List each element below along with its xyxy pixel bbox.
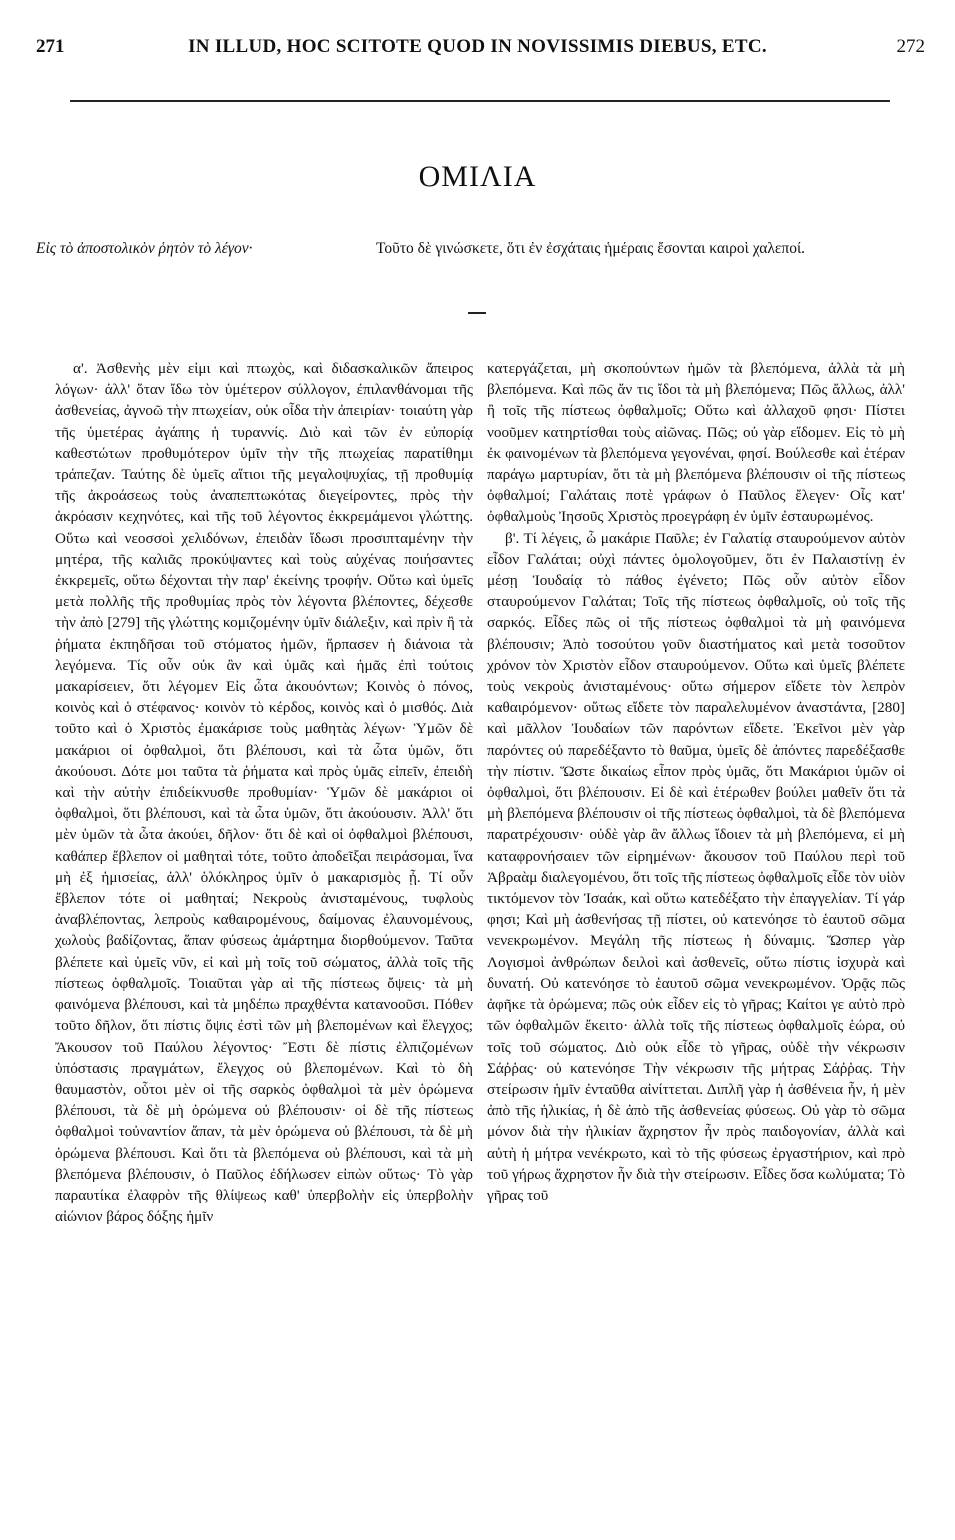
left-column: [55, 358, 473, 1438]
homily-subtitle: [36, 238, 921, 259]
left-column-text: α'. Ἀσθενὴς μὲν εἰμι καὶ πτωχὸς, καὶ διδασκαλικῶν ἄπειρος λόγων· ἀλλ' ὅταν ἴδω τὸν ὑμέτερον σύλλογον, ἐπιλανθάνομαι τῆς ἀσθενείας, ἀγνοῶ τὴν πτωχείαν, οὐκ οἶδα τὴν ἀπειρίαν· τοιαύτη γὰρ τῆς ὑμετέρας ἀγάπης ἡ τυραννίς. Διὸ καὶ τῶν ἐν εὐπορίᾳ καθεστώτων προθυμότερον ὑμῖν τὴν τῆς πτωχείας παρατίθημι τράπεζαν. Ταύτης δὲ ὑμεῖς αἴτιοι τῆς μεγαλοψυχίας, τῇ προθυμίᾳ τῆς ἀκροάσεως τοὺς ἀναπεπτωκότας διεγείροντες, πρὸς τὴν ἀκρόασιν κεχηνότες, καὶ τῆς τοῦ λέγοντος ἐκκρεμάμενοι γλώττης. Οὕτω καὶ νεοσσοὶ χελιδόνων, ἐπειδὰν ἴδωσι προσιπταμένην τὴν μητέρα, τῆς καλιᾶς προκύψαντες καὶ τοὺς αὐχένας ποιήσαντες ἐκκρεμεῖς, οὕτω δέχονται τὴν παρ' ἐκείνης τροφήν. Οὕτω καὶ ὑμεῖς μετὰ πολλῆς τῆς προθυμίας πρὸς τὸν λέγοντα βλέποντες, δέχεσθε τὴν ἀπὸ [279] τῆς γλώττης κομιζομένην ὑμῖν διάλεξιν, καὶ πρὶν ἢ τὰ ῥήματα ἐκπηδῆσαι τοῦ στόματος ἡμῶν, ἥρπασεν ἡ διάνοια τὰ λεγόμενα. Τίς οὖν οὐκ ἂν καὶ ὑμᾶς καὶ ἡμᾶς ἐπὶ τούτοις μακαρίσειεν, ὅτι λέγομεν Εἰς ὦτα ἀκουόντων; Κοινὸς ὁ πόνος, κοινὸς καὶ ὁ στέφανος· κοινὸν τὸ κέρδος, κοινὸς καὶ ὁ μισθός. Διὰ τοῦτο καὶ ὁ Χριστὸς ἐμακάρισε τοὺς μαθητὰς λέγων· Ὑμῶν δὲ μακάριοι οἱ ὀφθαλμοὶ, ὅτι βλέπουσι, καὶ τὰ ὦτα ὑμῶν, ὅτι ἀκούουσι. Δότε μοι ταῦτα τὰ ῥήματα καὶ πρὸς ὑμᾶς εἰπεῖν, ἐπειδὴ καὶ τὴν αὐτὴν ἐπιδείκνυσθε προθυμίαν· Ὑμῶν δὲ μακάριοι οἱ ὀφθαλμοὶ, ὅτι βλέπουσι, καὶ τὰ ὦτα ὑμῶν, ὅτι ἀκούουσιν. Ἀλλ' ὅτι μὲν ὑμῶν τὰ ὦτα ἀκούει, δῆλον· ὅτι δὲ καὶ οἱ ὀφθαλμοὶ βλέπουσι, καθάπερ ἔβλεπον οἱ μαθηταὶ τότε, τοῦτο ἀποδεῖξαι πειράσομαι, ἵνα μὴ ἐξ ἡμισείας, ἀλλ' ὁλόκληρος ὑμῖν ὁ μακαρισμὸς ᾖ. Τί οὖν ἔβλεπον τότε οἱ μαθηταί; Νεκροὺς ἀνισταμένους, τυφλοὺς ἀναβλέποντας, λεπροὺς καθαιρομένους, δαίμονας ἐλαυνομένους, χωλοὺς βαδίζοντας, ἅπαν φύσεως ἁμάρτημα διορθούμενον. Ταῦτα βλέπετε καὶ ὑμεῖς νῦν, εἰ καὶ μὴ τοῖς τοῦ σώματος, ἀλλὰ τοῖς τῆς πίστεως ὀφθαλμοῖς. Τοιαῦται γὰρ αἱ τῆς πίστεως ὄψεις· τὰ μὴ φαινόμενα βλέπουσι, καὶ τὰ μηδέπω πραχθέντα κατανοοῦσι. Πόθεν τοῦτο δῆλον, ὅτι πίστις ὄψις ἐστὶ τῶν μὴ βλεπομένων καὶ ἔλεγχος; Ἄκουσον τοῦ Παύλου λέγοντος· Ἔστι δὲ πίστις ἐλπιζομένων ὑπόστασις πραγμάτων, ἔλεγχος οὐ βλεπομένων. Καὶ τὸ δὴ θαυμαστὸν, οὗτοι μὲν οἱ τῆς σαρκὸς ὀφθαλμοὶ τὰ μὲν ὁρώμενα βλέπουσι, τὰ δὲ μὴ ὁρώμενα οὐ βλέπουσιν· οἱ δὲ τῆς πίστεως ὀφθαλμοὶ τοὐναντίον ἅπαν, τὰ μὲν ὁρώμενα οὐ βλέπουσι, τὰ δὲ μὴ ὁρώμενα βλέπουσι. Καὶ ὅτι τὰ βλεπόμενα οὐ βλέπουσι, καὶ τὰ μὴ βλεπόμενα βλέπουσιν, ὁ Παῦλος ἐδήλωσεν εἰπὼν οὕτως· Τὸ γὰρ παραυτίκα ἐλαφρὸν τῆς θλίψεως καθ' ὑπερβολὴν εἰς ὑπερβολὴν αἰώνιον βάρος δόξης ἡμῖν: [55, 360, 473, 1226]
right-column-paragraph-1: κατεργάζεται, μὴ σκοπούντων ἡμῶν τὰ βλεπόμενα, ἀλλὰ τὰ μὴ βλεπόμενα. Καὶ πῶς ἄν τις ἴδοι τὰ μὴ βλεπόμενα; Πῶς ἄλλως, ἀλλ' ἢ τοῖς τῆς πίστεως ὀφθαλμοῖς; Οὕτω καὶ ἀλλαχοῦ φησι· Πίστει νοοῦμεν κατηρτίσθαι τοὺς αἰῶνας. Πῶς; οὐ γὰρ εἴδομεν. Εἰς τὸ μὴ ἐκ φαινομένων τὰ βλεπόμενα γεγονέναι, φησί. Βούλεσθε καὶ ἑτέραν παράγω μαρτυρίαν, ὅτι τὰ μὴ βλεπόμενα βλέπουσιν οἱ τῆς πίστεως ὀφθαλμοί; Γαλάταις ποτὲ γράφων ὁ Παῦλος ἔλεγεν· Οἷς κατ' ὀφθαλμοὺς Ἰησοῦς Χριστὸς προεγράφη ἐν ὑμῖν ἐσταυρωμένος.: [487, 360, 905, 526]
right-column-paragraph-2: β'. Τί λέγεις, ὦ μακάριε Παῦλε; ἐν Γαλατίᾳ σταυρούμενον αὐτὸν εἶδον Γαλάται; οὐχὶ πάντες ὁμολογοῦμεν, ὅτι ἐν Παλαιστίνῃ ἐν μέσῃ Ἰουδαίᾳ τὸ πάθος ἐγένετο; Πῶς οὖν αὐτὸν εἶδον σταυρούμενον Γαλάται; Τοῖς τῆς πίστεως ὀφθαλμοῖς, οὐ τοῖς τῆς σαρκός. Εἶδες πῶς οἱ τῆς πίστεως ὀφθαλμοὶ τὰ μὴ φαινόμενα βλέπουσιν; Ἀπὸ τοσούτου γοῦν διαστήματος καὶ μετὰ τοσοῦτον χρόνον τὸν Χριστὸν εἶδον σταυρούμενον. Οὕτω καὶ ὑμεῖς βλέπετε τοὺς νεκροὺς ἀνισταμένους· οὕτω σήμερον εἴδετε τὸν λεπρὸν καθαιρόμενον· οὕτως εἴδετε τὸν παραλελυμένον ἀναστάντα, [280] καὶ μᾶλλον Ἰουδαίων τῶν παρόντων εἴδετε. Ἐκεῖνοι μὲν γὰρ παρόντες οὐ παρεδέξαντο τὸ θαῦμα, ὑμεῖς δὲ ἀπόντες παρεδέξασθε τὴν πίστιν. Ὥστε δικαίως εἶπον πρὸς ὑμᾶς, ὅτι Μακάριοι ὑμῶν οἱ ὀφθαλμοὶ, ὅτι βλέπουσιν. Εἰ δὲ καὶ ἑτέρωθεν βούλει μαθεῖν ὅτι τὰ μὴ βλεπόμενα βλέπουσιν οἱ τῆς πίστεως ὀφθαλμοὶ, τὰ δὲ βλεπόμενα παρατρέχουσιν· οὐδὲ γὰρ ἂν ἄλλως ἴδοιεν τὰ μὴ βλεπόμενα, εἰ μὴ καταφρονήσαιεν τῶν εἰρημένων· ἄκουσον τοῦ Παύλου περὶ τοῦ Ἀβραὰμ διαλεγομένου, ὅτι τοῖς τῆς πίστεως ὀφθαλμοῖς εἶδε τὸν υἱὸν τικτόμενον τὸν Ἰσαάκ, καὶ οὕτω κατεδέξατο τὴν ἐπαγγελίαν. Τί γάρ φησι; Καὶ μὴ ἀσθενήσας τῇ πίστει, οὐ κατενόησε τὸ ἑαυτοῦ σῶμα νενεκρωμένον. Μεγάλη τῆς πίστεως ἡ δύναμις. Ὥσπερ γὰρ Λογισμοὶ ἀνθρώπων δειλοὶ καὶ ἀσθενεῖς, οὕτω πίστις ἰσχυρὰ καὶ δυνατή. Οὐ κατενόησε τὸ ἑαυτοῦ σῶμα νενεκρωμένον. Ὁρᾷς πῶς ἀφῆκε τὰ ὁρώμενα; πῶς οὐκ εἶδεν εἰς τὸ γῆρας; Καίτοι γε αὐτὸ πρὸ τῶν ὀφθαλμῶν ἔκειτο· ἀλλὰ τοῖς τῆς πίστεως ὀφθαλμοῖς ἑώρα, οὐ τοῖς τοῦ σώματος. Διὸ οὐκ εἶδε τὸ γῆρας, οὐδὲ τὴν νέκρωσιν Σάῤῥας· οὐ κατενόησε Τὴν νέκρωσιν τῆς μήτρας Σάῤῥας. Τὴν στείρωσιν ἡμῖν ἐνταῦθα αἰνίττεται. Διπλῆ γὰρ ἡ ἀσθένεια ἦν, ἡ μὲν ἀπὸ τῆς ἡλικίας, ἡ δὲ ἀπὸ τῆς ἀσθενείας φύσεως. Οὐ γὰρ τὸ σῶμα μόνον διὰ τὴν ἡλικίαν ἄχρηστον ἦν πρὸς παιδογονίαν, ἀλλὰ καὶ αὐτὴ ἡ μήτρα νενέκρωτο, καὶ τὸ τῆς φύσεως ἐργαστήριον, καὶ πρὸ τοῦ γήρως ἄχρηστον ἦν διὰ τὴν στείρωσιν. Εἶδες ὅσα κωλύματα; Τὸ γῆρας τοῦ: [487, 529, 905, 1204]
running-head: [30, 36, 925, 64]
header-rule: [70, 100, 890, 102]
homily-heading: ΟΜΙΛΙΑ: [418, 160, 537, 193]
subtitle-quote: Τοῦτο δὲ γινώσκετε, ὅτι ἐν ἐσχάταις ἡμέραις ἔσονται καιροὶ χαλεποί.: [376, 240, 806, 257]
page-number-left: 271: [36, 36, 65, 57]
subtitle-lead: Εἰς τὸ ἀποστολικὸν ῥητὸν τὸ λέγον·: [36, 240, 253, 257]
page-number-right: 272: [896, 36, 925, 57]
section-dash: [468, 312, 486, 314]
running-title: IN ILLUD, HOC SCITOTE QUOD IN NOVISSIMIS DIEBUS, ETC.: [188, 36, 767, 57]
right-column: [487, 358, 905, 1438]
